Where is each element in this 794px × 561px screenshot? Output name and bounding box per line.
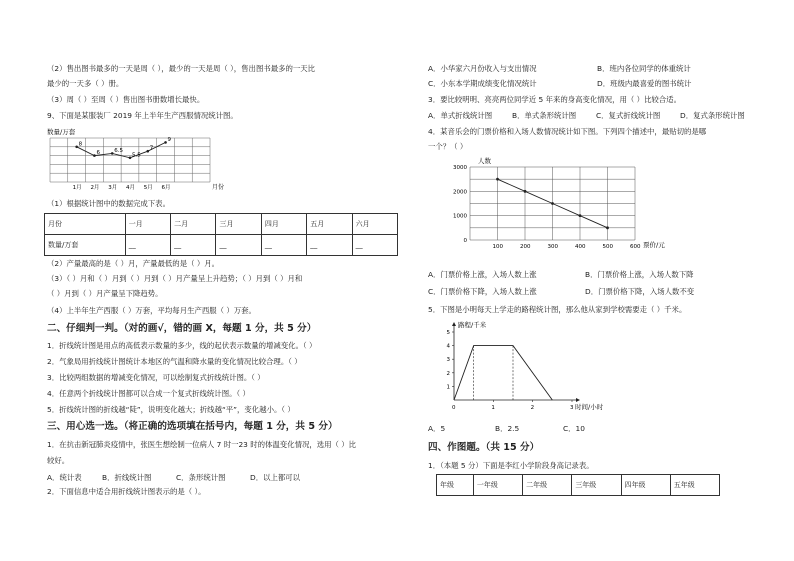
question-line: （3）周（ ）至周（ ）售出图书册数增长最快。: [47, 95, 205, 104]
y-tick-label: 2: [446, 370, 450, 377]
question-line: 最少的一天多（ ）册。: [47, 79, 124, 88]
answer-cell[interactable]: __: [125, 235, 170, 256]
judge-item: 1．折线统计图是用点的高低表示数量的多少，线的起伏表示数量的增减变化。（ ）: [47, 341, 317, 350]
table-header-cell: 四月: [261, 214, 306, 235]
chart3-ylabel: 路程/千米: [458, 321, 487, 329]
section-4-title: 四、作图题。（共 15 分）: [428, 442, 540, 453]
data-label: 8: [78, 141, 83, 148]
question-line: （2）售出图书最多的一天是周（ ），最少的一天是周（ ），售出图书最多的一天比: [47, 64, 316, 73]
choice-option: D．班级内最喜爱的图书统计: [597, 79, 692, 88]
table-header-cell: 五月: [307, 214, 352, 235]
choice-question: 较好。: [47, 456, 70, 465]
data-point: [146, 150, 149, 153]
data-point: [579, 214, 582, 217]
choice-option: C．10: [563, 424, 585, 433]
x-tick-label: 2: [530, 405, 535, 411]
table-header-cell: 五年级: [670, 475, 719, 496]
chart2-ylabel: 人数: [478, 157, 491, 165]
question-line: （ ）月到（ ）月产量呈下降趋势。: [47, 289, 163, 298]
choice-option: C．小东本学期成绩变化情况统计: [428, 79, 537, 88]
chart-ticket-price: [440, 155, 690, 265]
answer-cell[interactable]: __: [171, 235, 216, 256]
x-tick-label: 400: [575, 244, 586, 250]
chart1-ylabel: 数量/万套: [47, 128, 76, 136]
data-point: [75, 146, 78, 149]
chart3-xlabel: 时间/小时: [575, 403, 604, 411]
choice-option: A．单式折线统计图: [428, 111, 493, 120]
y-tick-label: 1000: [453, 213, 467, 220]
arrow-icon: [452, 322, 456, 326]
table-header-cell: 三年级: [572, 475, 621, 496]
chart2-xlabel: 票价/元: [643, 241, 665, 249]
x-tick-label: 0: [452, 405, 456, 411]
choice-question: 2．下面信息中适合用折线统计图表示的是（ ）。: [47, 487, 206, 496]
x-tick-label: 1: [491, 405, 495, 411]
choice-option: B．折线统计图: [102, 473, 152, 482]
x-tick-label: 5月: [143, 185, 153, 191]
table-header-cell: 四年级: [621, 475, 670, 496]
series-line: [454, 346, 552, 400]
choice-option: A．统计表: [47, 473, 82, 482]
section-3-title: 三、用心选一选。（将正确的选项填在括号内，每题 1 分，共 5 分）: [47, 421, 338, 432]
answer-cell[interactable]: __: [261, 235, 306, 256]
production-table: [44, 213, 398, 256]
table-header-cell: 月份: [45, 214, 126, 235]
y-tick-label: 4: [446, 343, 450, 350]
chart-distance-time: [440, 318, 620, 416]
data-point: [93, 154, 96, 157]
table-header-cell: 三月: [216, 214, 261, 235]
question-line: （4）上半年生产西服（ ）万套，平均每月生产西服（ ）万套。: [47, 306, 256, 315]
x-tick-label: 4月: [126, 185, 135, 191]
y-tick-label: 1: [446, 384, 450, 391]
arrow-icon: [576, 398, 580, 402]
x-tick-label: 2月: [90, 185, 100, 191]
choice-option: A．门票价格上涨，入场人数上涨: [428, 270, 537, 279]
answer-cell[interactable]: __: [307, 235, 352, 256]
table-header-cell: 年级: [437, 475, 474, 496]
data-point: [496, 178, 499, 181]
y-tick-label: 0: [463, 238, 467, 244]
x-tick-label: 300: [547, 244, 558, 250]
x-tick-label: 3月: [108, 185, 118, 191]
judge-item: 2．气象局用折线统计图统计本地区的气温和降水量的变化情况比较合理。（ ）: [47, 357, 302, 366]
x-tick-label: 3: [570, 405, 574, 411]
x-tick-label: 6月: [161, 185, 171, 191]
y-tick-label: 5: [446, 330, 450, 336]
choice-option: A．5: [428, 424, 446, 433]
x-tick-label: 100: [492, 244, 503, 250]
choice-question: 3．要比较明明、亮亮两位同学近 5 年来的身高变化情况，用（ ）比较合适。: [428, 95, 681, 104]
choice-option: D．门票价格下降，入场人数不变: [585, 287, 695, 296]
chart-production-line: [40, 124, 260, 192]
data-point: [551, 202, 554, 205]
judge-item: 4．任意两个折线统计图都可以合成一个复式折线统计图。（ ）: [47, 389, 250, 398]
section-2-title: 二、仔细判一判。（对的画√，错的画 X，每题 1 分，共 5 分）: [47, 323, 317, 334]
x-tick-label: 1月: [72, 185, 82, 191]
table-header-cell: 一月: [125, 214, 170, 235]
choice-option: B．门票价格上涨，入场人数下降: [585, 270, 694, 279]
choice-question: 4．某音乐会的门票价格和入场人数情况统计如下图。下列四个描述中，最贴切的是哪: [428, 127, 707, 136]
choice-option: C．门票价格下降，入场人数上涨: [428, 287, 537, 296]
question-9: 9、下面是某服装厂 2019 年上半年生产西服情况统计图。: [47, 111, 238, 120]
choice-question: 1．在抗击新冠肺炎疫情中，张医生想绘制一位病人 7 时一23 时的体温变化情况，选用（ ）比: [47, 440, 357, 449]
data-label: 7: [149, 145, 154, 152]
choice-option: D．复式条形统计图: [680, 111, 745, 120]
data-point: [129, 157, 132, 160]
choice-option: B．单式条形统计图: [512, 111, 577, 120]
table-intro: （1）根据统计图中的数据完成下表。: [47, 199, 170, 208]
table-header-cell: 二月: [171, 214, 216, 235]
judge-item: 5．折线统计图的折线越“陡”，说明变化越大；折线越“平”，变化越小。（ ）: [47, 405, 295, 414]
choice-question: 5．下图是小明每天上学走的路程统计图，那么他从家到学校需要走（ ）千米。: [428, 305, 687, 314]
x-tick-label: 600: [630, 244, 641, 250]
answer-cell[interactable]: __: [216, 235, 261, 256]
data-point: [111, 152, 114, 155]
table-header-cell: 六月: [352, 214, 397, 235]
y-tick-label: 3000: [453, 165, 467, 171]
drawing-question: 1．（本题 5 分）下面是李红小学阶段身高记录表。: [428, 461, 594, 470]
x-tick-label: 200: [520, 244, 531, 250]
choice-option: C．复式折线统计图: [596, 111, 661, 120]
question-line: （2）产量最高的是（ ）月，产量最低的是（ ）月。: [47, 259, 219, 268]
table-header-cell: 一年级: [473, 475, 522, 496]
answer-cell[interactable]: __: [352, 235, 397, 256]
y-tick-label: 2000: [453, 189, 467, 196]
height-table: [436, 474, 720, 496]
data-label: 6.5: [114, 147, 123, 154]
table-row-label: 数量/万套: [45, 235, 126, 256]
x-tick-label: 500: [602, 244, 613, 250]
choice-option: D．以上都可以: [250, 473, 301, 482]
table-header-cell: 二年级: [523, 475, 572, 496]
data-label: 5.5: [132, 152, 141, 159]
question-line: （3）（ ）月和（ ）月到（ ）月到（ ）月产量呈上升趋势；（ ）月到（ ）月和: [47, 274, 303, 283]
chart1-xunit: 月份: [212, 184, 225, 191]
choice-option: C．条形统计图: [176, 473, 226, 482]
data-point: [524, 190, 527, 193]
data-point: [164, 141, 167, 144]
data-label: 6: [96, 150, 100, 157]
choice-option: A．小华家六月份收入与支出情况: [428, 64, 537, 73]
y-tick-label: 3: [446, 357, 450, 364]
data-label: 9: [167, 136, 172, 143]
choice-option: B．班内各位同学的体重统计: [597, 64, 691, 73]
choice-option: B．2.5: [495, 424, 520, 433]
judge-item: 3．比较两组数据的增减变化情况，可以绘制复式折线统计图。（ ）: [47, 373, 265, 382]
choice-question: 一个？（ ）: [428, 142, 468, 151]
data-point: [606, 226, 609, 229]
